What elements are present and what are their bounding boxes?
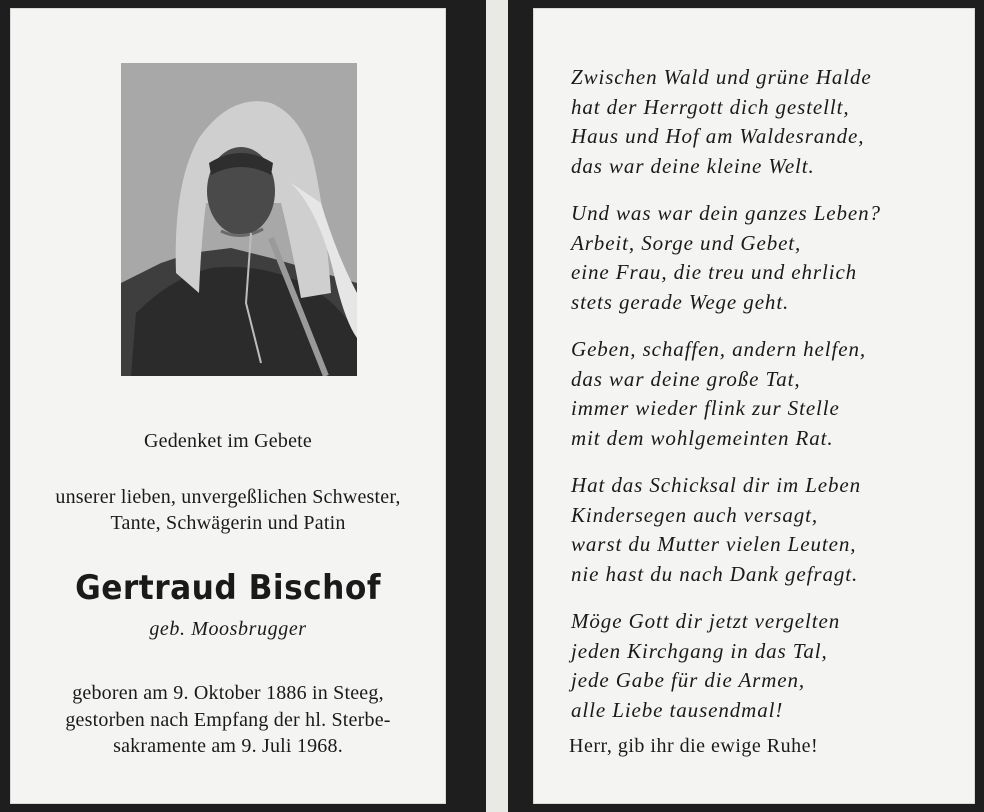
poem [571,63,971,743]
poem-line: mit dem wohlgemeinten Rat. [571,425,834,450]
right-card [533,8,975,804]
poem-stanza [571,471,971,589]
card-fold [486,0,508,812]
poem-line: nie hast du nach Dank gefragt. [571,561,859,586]
poem-line: hat der Herrgott dich gestellt, [571,94,850,119]
poem-line: alle Liebe tausendmal! [571,697,784,722]
poem-line: Arbeit, Sorge und Gebet, [571,230,802,255]
poem-line: Und was war dein ganzes Leben? [571,201,881,225]
poem-stanza [571,63,971,181]
left-card [10,8,446,804]
poem-line: eine Frau, die treu und ehrlich [571,260,858,284]
closing-prayer: Herr, gib ihr die ewige Ruhe! [569,735,819,757]
poem-stanza [571,199,971,317]
relation-line-1: unserer lieben, unvergeßlichen Schwester, [55,486,401,508]
poem-line: Möge Gott dir jetzt vergelten [571,609,841,633]
poem-stanza [571,335,971,453]
dates-line-1: geboren am 9. Oktober 1886 in Steeg, [72,682,384,704]
poem-line: Kindersegen auch versagt, [571,502,819,527]
poem-line: warst du Mutter vielen Leuten, [571,532,857,556]
relation-line-2: Tante, Schwägerin und Patin [110,512,346,534]
poem-line: stets gerade Wege geht. [571,289,790,314]
dates-line-2: gestorben nach Empfang der hl. Sterbe- [65,709,391,731]
remembrance-text: Gedenket im Gebete [144,430,312,452]
deceased-name: Gertraud Bischof [75,568,381,608]
poem-line: das war deine große Tat, [571,366,801,391]
poem-stanza [571,607,971,725]
poem-line: Zwischen Wald und grüne Halde [571,65,872,89]
poem-line: jeden Kirchgang in das Tal, [571,638,828,663]
poem-line: immer wieder flink zur Stelle [571,396,840,420]
portrait-photo [121,63,357,376]
poem-line: jede Gabe für die Armen, [571,668,806,692]
birth-name: geb. Moosbrugger [149,618,307,640]
poem-line: Haus und Hof am Waldesrande, [571,124,865,148]
dates-line-3: sakramente am 9. Juli 1968. [113,735,343,757]
poem-line: Geben, schaffen, andern helfen, [571,337,866,361]
poem-line: Hat das Schicksal dir im Leben [571,473,862,497]
poem-line: das war deine kleine Welt. [571,153,815,178]
